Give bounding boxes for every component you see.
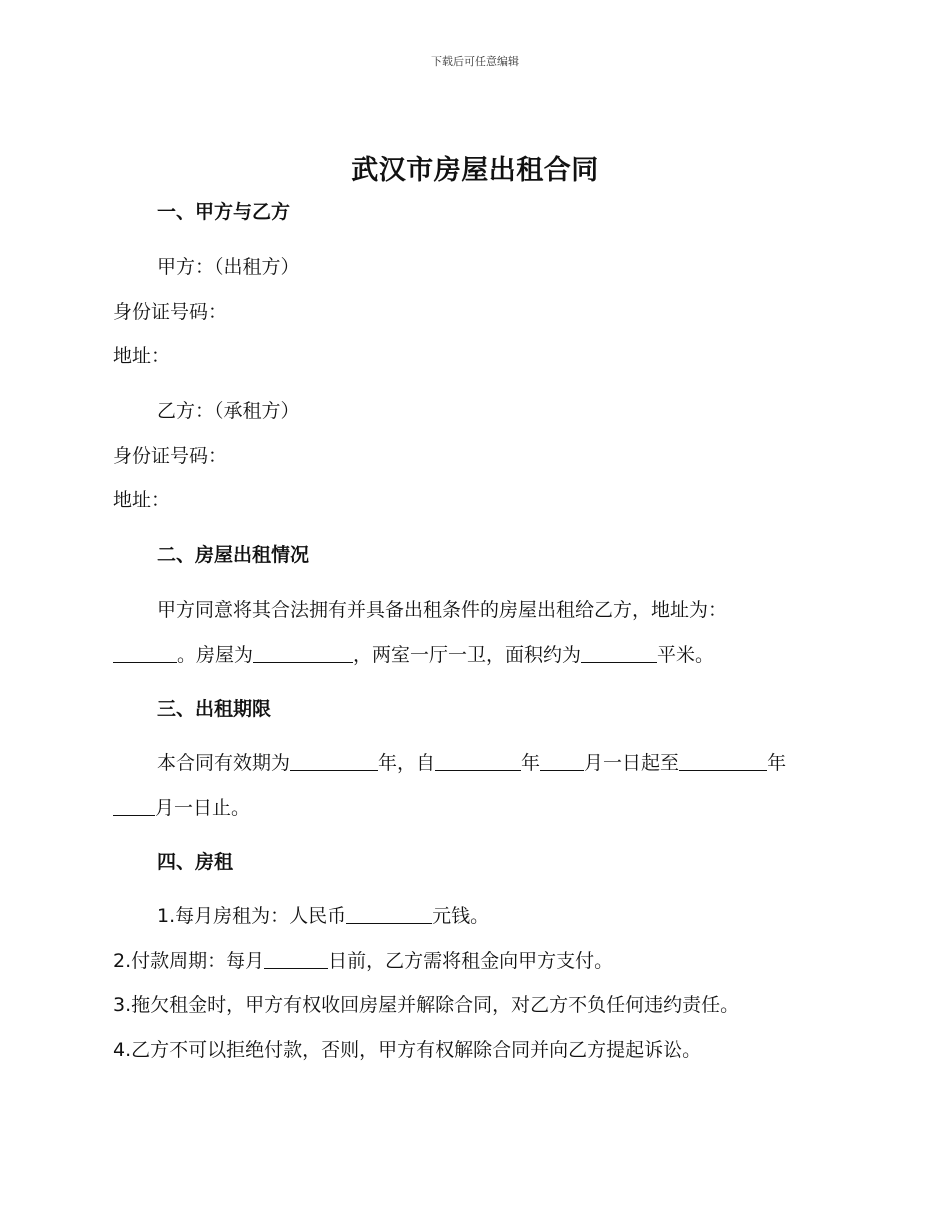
text-segment: 月一日起至 xyxy=(584,752,680,774)
end-month-blank xyxy=(113,795,155,816)
payment-day-blank xyxy=(264,948,328,969)
area-blank xyxy=(581,642,657,663)
start-month-blank xyxy=(540,750,584,771)
rent-amount-blank xyxy=(346,903,432,924)
text-segment: 年，自 xyxy=(378,752,436,774)
term-years-blank xyxy=(290,750,378,771)
party-a-id-label: 身份证号码： xyxy=(113,301,228,323)
document-title: 武汉市房屋出租合同 xyxy=(351,155,599,186)
text-segment: 元钱。 xyxy=(432,905,490,927)
term-paragraph-line2 xyxy=(113,793,853,823)
text-segment: 年 xyxy=(767,752,787,774)
header-note: 下载后可任意编辑 xyxy=(431,55,519,68)
start-year-blank xyxy=(435,750,521,771)
text-segment: 本合同有效期为 xyxy=(157,752,291,774)
text-segment: 月一日止。 xyxy=(155,797,251,819)
property-paragraph-line2 xyxy=(113,640,853,670)
section-heading-term: 三、出租期限 xyxy=(157,698,272,720)
text-segment: 年 xyxy=(521,752,541,774)
party-b-address-label: 地址： xyxy=(113,489,171,511)
text-segment: ，两室一厅一卫，面积约为 xyxy=(353,644,582,666)
text-segment: 平米。 xyxy=(657,644,715,666)
party-b-label: 乙方：（承租方） xyxy=(157,400,300,422)
rent-item-1 xyxy=(157,901,897,931)
rent-item-4: 4.乙方不可以拒绝付款，否则，甲方有权解除合同并向乙方提起诉讼。 xyxy=(113,1039,702,1061)
section-heading-property: 二、房屋出租情况 xyxy=(157,544,310,566)
section-heading-parties: 一、甲方与乙方 xyxy=(157,201,291,223)
party-a-label: 甲方：（出租方） xyxy=(157,256,300,278)
end-year-blank xyxy=(679,750,767,771)
text-segment: 2.付款周期：每月 xyxy=(113,950,265,972)
party-b-id-label: 身份证号码： xyxy=(113,445,228,467)
text-segment: 。房屋为 xyxy=(177,644,254,666)
rent-item-3: 3.拖欠租金时，甲方有权收回房屋并解除合同，对乙方不负任何违约责任。 xyxy=(113,994,740,1016)
house-type-blank xyxy=(253,642,353,663)
section-heading-rent: 四、房租 xyxy=(157,851,234,873)
text-segment: 1.每月房租为：人民币 xyxy=(157,905,347,927)
text-segment: 日前，乙方需将租金向甲方支付。 xyxy=(328,950,614,972)
party-a-address-label: 地址： xyxy=(113,345,171,367)
term-paragraph-line1 xyxy=(157,748,897,778)
address-blank xyxy=(113,642,177,663)
property-paragraph-line1: 甲方同意将其合法拥有并具备出租条件的房屋出租给乙方，地址为： xyxy=(157,599,728,621)
rent-item-2 xyxy=(113,946,853,976)
